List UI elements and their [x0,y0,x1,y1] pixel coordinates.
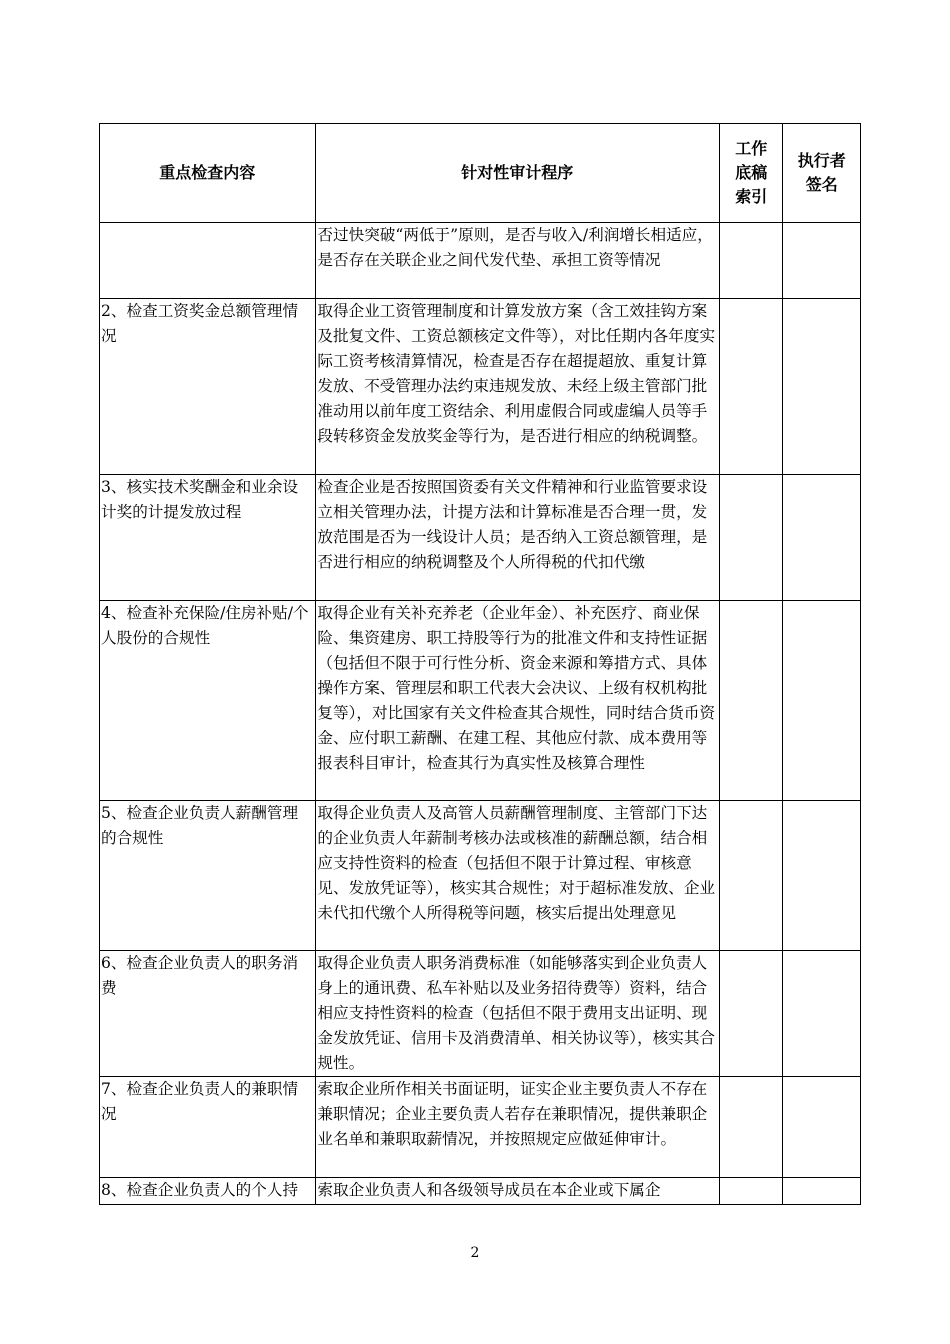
row-item-cell: 8、检查企业负责人的个人持 [100,1178,316,1205]
row-workpaper-index-cell [720,1178,783,1205]
row-procedure-cell: 否过快突破“两低于”原则，是否与收入/利润增长相适应，是否存在关联企业之间代发代垫、承担工资等情况 [316,223,720,299]
row-signature-cell [783,299,861,475]
row-workpaper-index-cell [720,951,783,1077]
row-item-cell [100,223,316,299]
table-row [100,1077,861,1178]
row-item-cell: 5、检查企业负责人薪酬管理的合规性 [100,801,316,951]
row-procedure-cell: 索取企业所作相关书面证明，证实企业主要负责人不存在兼职情况；企业主要负责人若存在兼职情况，提供兼职企业名单和兼职取薪情况，并按照规定应做延伸审计。 [316,1077,720,1178]
row-item-cell: 4、检查补充保险/住房补贴/个人股份的合规性 [100,601,316,801]
header-workpaper-index: 工作底稿索引 [720,124,783,223]
row-workpaper-index-cell [720,601,783,801]
row-procedure-cell: 取得企业有关补充养老（企业年金）、补充医疗、商业保险、集资建房、职工持股等行为的批准文件和支持性证据（包括但不限于可行性分析、资金来源和筹措方式、具体操作方案、管理层和职工代表大会决议、上级有权机构批复等），对比国家有关文件检查其合规性，同时结合货币资金、应付职工薪酬、在建工程、其他应付款、成本费用等报表科目审计，检查其行为真实性及核算合理性 [316,601,720,801]
table-row [100,1178,861,1205]
row-signature-cell [783,601,861,801]
header-audit-procedure: 针对性审计程序 [316,124,720,223]
row-signature-cell [783,223,861,299]
page-number: 2 [470,1245,480,1261]
row-item-cell: 7、检查企业负责人的兼职情况 [100,1077,316,1178]
row-signature-cell [783,1077,861,1178]
table-row [100,475,861,601]
row-signature-cell [783,475,861,601]
header-executor-signature: 执行者签名 [783,124,861,223]
row-signature-cell [783,951,861,1077]
row-item-cell: 3、核实技术奖酬金和业余设计奖的计提发放过程 [100,475,316,601]
row-procedure-cell: 取得企业负责人职务消费标准（如能够落实到企业负责人身上的通讯费、私车补贴以及业务招待费等）资料，结合相应支持性资料的检查（包括但不限于费用支出证明、现金发放凭证、信用卡及消费清单、相关协议等），核实其合规性。 [316,951,720,1077]
row-workpaper-index-cell [720,801,783,951]
table-row [100,223,861,299]
row-workpaper-index-cell [720,223,783,299]
table-header-row [100,124,861,223]
row-item-cell: 2、检查工资奖金总额管理情况 [100,299,316,475]
audit-table [99,123,861,1205]
row-workpaper-index-cell [720,475,783,601]
row-procedure-cell: 取得企业负责人及高管人员薪酬管理制度、主管部门下达的企业负责人年薪制考核办法或核准的薪酬总额，结合相应支持性资料的检查（包括但不限于计算过程、审核意见、发放凭证等），核实其合规性；对于超标准发放、企业未代扣代缴个人所得税等问题，核实后提出处理意见 [316,801,720,951]
row-procedure-cell: 取得企业工资管理制度和计算发放方案（含工效挂钩方案及批复文件、工资总额核定文件等），对比任期内各年度实际工资考核清算情况，检查是否存在超提超放、重复计算发放、不受管理办法约束违规发放、未经上级主管部门批准动用以前年度工资结余、利用虚假合同或虚编人员等手段转移资金发放奖金等行为，是否进行相应的纳税调整。 [316,299,720,475]
row-signature-cell [783,801,861,951]
audit-procedure-sheet [99,123,861,1205]
row-workpaper-index-cell [720,1077,783,1178]
row-signature-cell [783,1178,861,1205]
table-row [100,601,861,801]
row-procedure-cell: 检查企业是否按照国资委有关文件精神和行业监管要求设立相关管理办法，计提方法和计算标准是否合理一贯，发放范围是否为一线设计人员；是否纳入工资总额管理，是否进行相应的纳税调整及个人所得税的代扣代缴 [316,475,720,601]
table-row [100,299,861,475]
row-item-cell: 6、检查企业负责人的职务消费 [100,951,316,1077]
header-key-content: 重点检查内容 [100,124,316,223]
table-row [100,951,861,1077]
table-row [100,801,861,951]
row-workpaper-index-cell [720,299,783,475]
row-procedure-cell: 索取企业负责人和各级领导成员在本企业或下属企 [316,1178,720,1205]
